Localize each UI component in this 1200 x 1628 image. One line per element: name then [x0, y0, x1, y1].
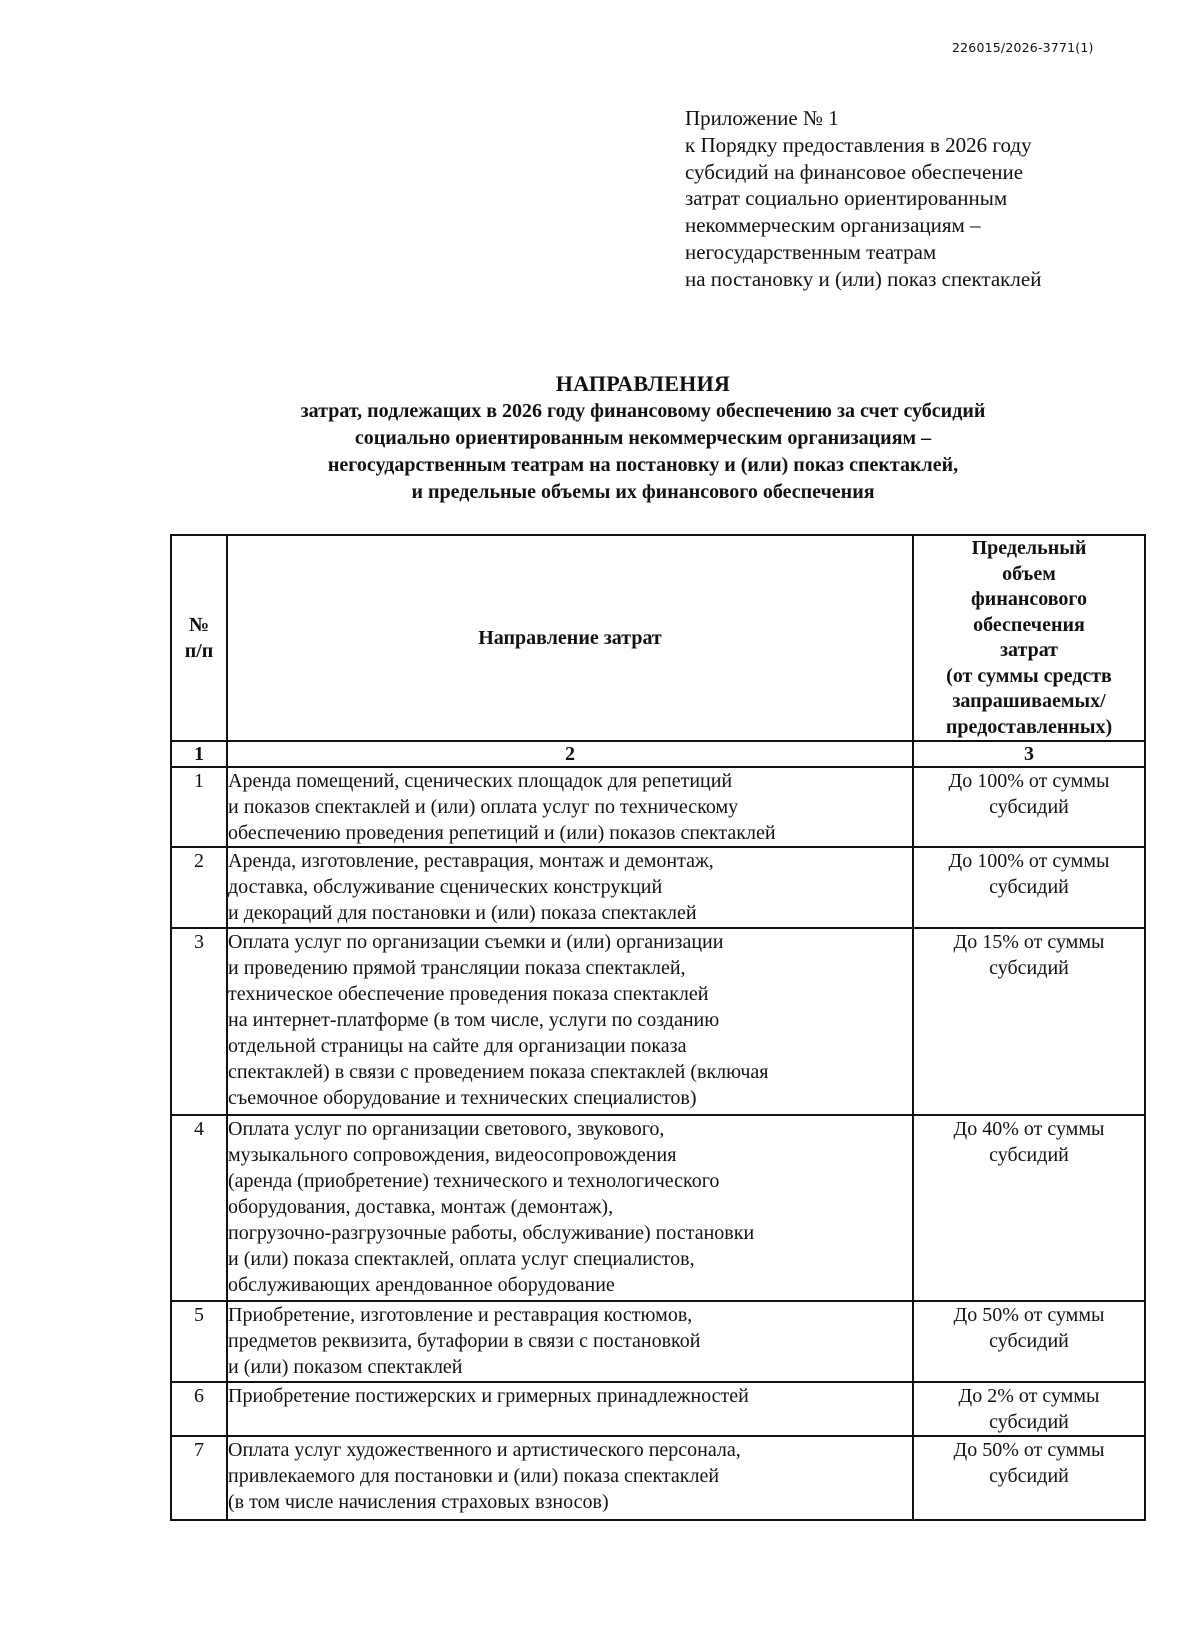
direction-line: и проведению прямой трансляции показа спектаклей,: [228, 957, 686, 979]
direction-line: и декораций для постановки и (или) показа спектаклей: [228, 902, 697, 924]
column-index-row: [171, 741, 1145, 767]
row-direction: [227, 1436, 913, 1520]
direction-line: техническое обеспечение проведения показа спектаклей: [228, 983, 709, 1005]
direction-line: Оплата услуг художественного и артистического персонала,: [228, 1439, 741, 1461]
limit-line: субсидий: [989, 1330, 1069, 1352]
row-number: 6: [171, 1382, 227, 1436]
limit-line: До 100% от суммы: [948, 770, 1110, 792]
table-row: [171, 928, 1145, 1115]
row-number: 5: [171, 1301, 227, 1382]
direction-line: оборудования, доставка, монтаж (демонтаж),: [228, 1196, 614, 1218]
appendix-block: [685, 105, 1185, 293]
row-direction: [227, 1301, 913, 1382]
document-title: [0, 370, 1200, 506]
table-row: [171, 847, 1145, 928]
direction-line: Аренда помещений, сценических площадок для репетиций: [228, 770, 733, 792]
cost-directions-table: [170, 534, 1146, 1521]
header-number-sign: №: [188, 614, 210, 636]
header-limit-line: (от суммы средств: [946, 664, 1112, 687]
title-subline: и предельные объемы их финансового обеспечения: [411, 481, 875, 503]
limit-line: субсидий: [989, 1465, 1069, 1487]
title-subline: социально ориентированным некоммерческим организациям –: [354, 427, 932, 449]
direction-line: съемочное оборудование и технических специалистов): [228, 1087, 697, 1109]
header-limit: [913, 535, 1145, 741]
header-number-abbr: п/п: [184, 640, 214, 662]
row-direction: [227, 928, 913, 1115]
appendix-line: негосударственным театрам: [685, 239, 937, 264]
row-number: 3: [171, 928, 227, 1115]
row-direction: [227, 1115, 913, 1301]
direction-line: отдельной страницы на сайте для организации показа: [228, 1035, 687, 1057]
row-limit: [913, 928, 1145, 1115]
direction-line: и показов спектаклей и (или) оплата услуг по техническому: [228, 796, 739, 818]
table-row: [171, 1382, 1145, 1436]
direction-line: Аренда, изготовление, реставрация, монтаж и демонтаж,: [228, 850, 714, 872]
appendix-line: к Порядку предоставления в 2026 году: [685, 132, 1032, 157]
row-number: 1: [171, 767, 227, 847]
direction-line: Оплата услуг по организации светового, звукового,: [228, 1118, 665, 1140]
limit-line: До 50% от суммы: [953, 1439, 1105, 1461]
row-limit: [913, 1436, 1145, 1520]
direction-line: и (или) показом спектаклей: [228, 1356, 463, 1378]
header-limit-line: запрашиваемых/: [952, 690, 1106, 712]
column-index: 3: [913, 741, 1145, 767]
column-index: 1: [171, 741, 227, 767]
header-number: [171, 535, 227, 741]
table-row: [171, 1301, 1145, 1382]
row-direction: [227, 1382, 913, 1436]
header-limit-line: предоставленных): [945, 715, 1113, 738]
row-limit: [913, 1382, 1145, 1436]
row-limit: [913, 767, 1145, 847]
column-index: 2: [227, 741, 913, 767]
header-limit-line: финансового: [970, 588, 1088, 610]
row-number: 7: [171, 1436, 227, 1520]
appendix-line: затрат социально ориентированным: [685, 186, 1008, 211]
header-limit-line: объем: [1002, 562, 1056, 585]
row-direction: [227, 847, 913, 928]
direction-line: и (или) показа спектаклей, оплата услуг специалистов,: [228, 1248, 695, 1270]
header-limit-line: Предельный: [971, 537, 1087, 559]
row-limit: [913, 847, 1145, 928]
appendix-line: субсидий на финансовое обеспечение: [685, 159, 1024, 184]
direction-line: (аренда (приобретение) технического и технологического: [228, 1170, 720, 1192]
direction-line: музыкального сопровождения, видеосопровождения: [228, 1144, 677, 1166]
header-limit-line: затрат: [999, 639, 1059, 661]
direction-line: погрузочно-разгрузочные работы, обслуживание) постановки: [228, 1222, 755, 1244]
direction-line: Приобретение, изготовление и реставрация костюмов,: [228, 1304, 693, 1326]
direction-line: привлекаемого для постановки и (или) показа спектаклей: [228, 1465, 720, 1487]
title-subline: затрат, подлежащих в 2026 году финансовому обеспечению за счет субсидий: [300, 400, 986, 422]
direction-line: на интернет-платформе (в том числе, услуги по созданию: [228, 1009, 720, 1031]
title-heading: НАПРАВЛЕНИЯ: [555, 371, 731, 396]
title-subline: негосударственным театрам на постановку и (или) показ спектаклей,: [327, 454, 959, 476]
row-number: 4: [171, 1115, 227, 1301]
appendix-line: на постановку и (или) показ спектаклей: [685, 266, 1042, 291]
table-row: [171, 767, 1145, 847]
table-row: [171, 1436, 1145, 1520]
limit-line: До 15% от суммы: [953, 931, 1105, 953]
document-number: 226015/2026-3771(1): [952, 40, 1094, 55]
direction-line: обеспечению проведения репетиций и (или) показов спектаклей: [228, 822, 776, 844]
direction-line: Приобретение постижерских и гримерных принадлежностей: [228, 1385, 749, 1407]
limit-line: субсидий: [989, 876, 1069, 898]
limit-line: субсидий: [989, 796, 1069, 818]
limit-line: До 2% от суммы: [958, 1385, 1100, 1407]
table-header-row: [171, 535, 1145, 741]
direction-line: обслуживающих арендованное оборудование: [228, 1274, 615, 1296]
direction-line: Оплата услуг по организации съемки и (или) организации: [228, 931, 724, 953]
direction-line: доставка, обслуживание сценических конструкций: [228, 876, 663, 898]
limit-line: субсидий: [989, 957, 1069, 979]
direction-line: (в том числе начисления страховых взносов): [228, 1491, 609, 1513]
limit-line: До 50% от суммы: [953, 1304, 1105, 1326]
direction-line: предметов реквизита, бутафории в связи с постановкой: [228, 1330, 701, 1352]
appendix-line: Приложение № 1: [685, 106, 839, 130]
row-limit: [913, 1115, 1145, 1301]
table-row: [171, 1115, 1145, 1301]
row-direction: [227, 767, 913, 847]
limit-line: субсидий: [989, 1411, 1069, 1433]
appendix-line: некоммерческим организациям –: [685, 213, 981, 238]
row-number: 2: [171, 847, 227, 928]
row-limit: [913, 1301, 1145, 1382]
header-limit-line: обеспечения: [973, 613, 1085, 636]
limit-line: До 100% от суммы: [948, 850, 1110, 872]
limit-line: субсидий: [989, 1144, 1069, 1166]
limit-line: До 40% от суммы: [953, 1118, 1105, 1140]
header-direction: Направление затрат: [227, 535, 913, 741]
direction-line: спектаклей) в связи с проведением показа спектаклей (включая: [228, 1061, 769, 1083]
